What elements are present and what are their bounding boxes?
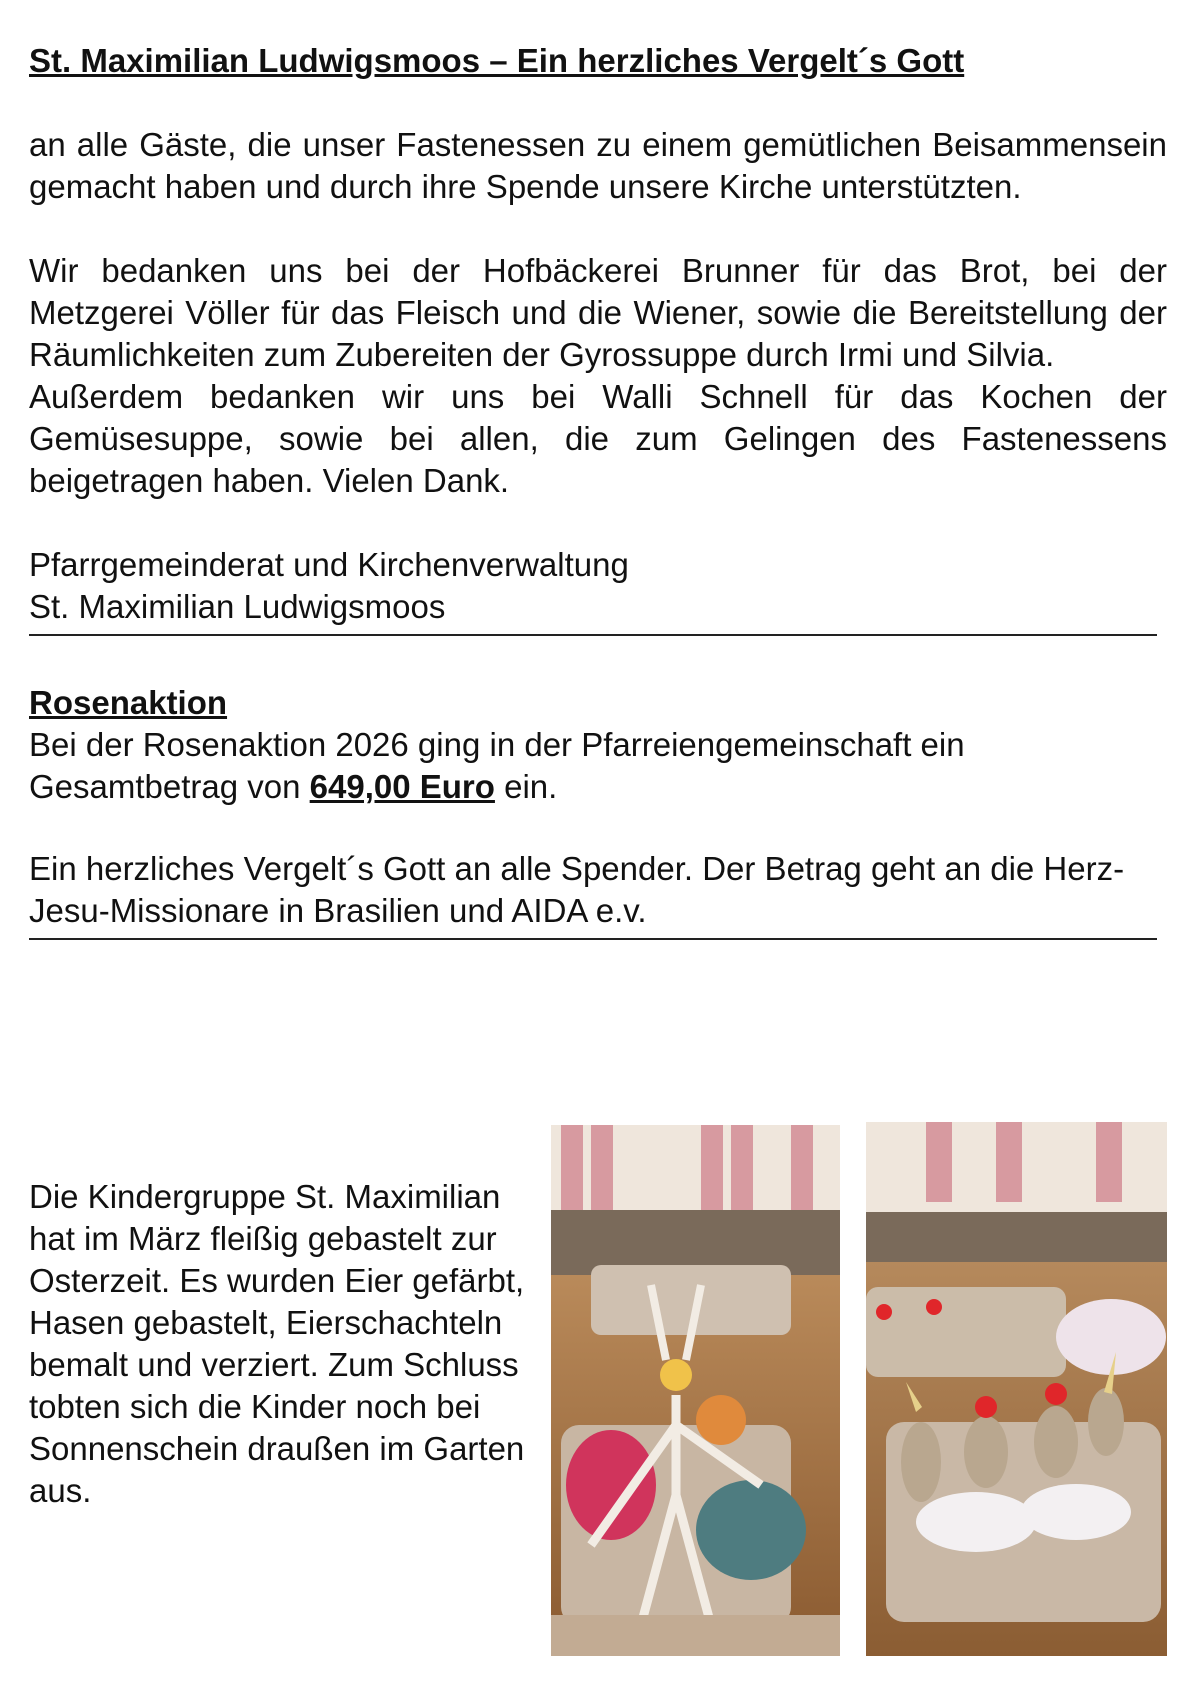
rosen-amount: 649,00 Euro bbox=[309, 768, 495, 805]
kindergruppe-text: Die Kindergruppe St. Maximilian hat im März fleißig gebastelt zur Osterzeit. Es wurden Eier gefärbt, Hasen gebastelt, Eierschachteln bemalt und verziert. Zum Schluss tobten sich die Kinder noch bei Sonnenschein draußen im Garten aus. bbox=[29, 1178, 525, 1509]
section1-title: St. Maximilian Ludwigsmoos – Ein herzliches Vergelt´s Gott bbox=[29, 42, 965, 79]
section2-para1 bbox=[29, 724, 1167, 808]
rosen-text-before: Bei der Rosenaktion 2026 ging in der Pfarreiengemeinschaft ein Gesamtbetrag von bbox=[29, 726, 965, 805]
document-page bbox=[29, 40, 1167, 940]
easter-bunny-photo bbox=[551, 1125, 840, 1656]
section2-title: Rosenaktion bbox=[29, 684, 228, 721]
egg-carton-chickens-photo bbox=[866, 1122, 1167, 1656]
signature-line2: St. Maximilian Ludwigsmoos bbox=[29, 588, 446, 625]
section1-para3: Außerdem bedanken wir uns bei Walli Schnell für das Kochen der Gemüsesuppe, sowie bei allen, die zum Gelingen des Fastenessens beigetragen haben. Vielen Dank. bbox=[29, 378, 1167, 499]
section2-para2: Ein herzliches Vergelt´s Gott an alle Spender. Der Betrag geht an die Herz-Jesu-Missionare in Brasilien und AIDA e.v. bbox=[29, 850, 1125, 929]
signature-line1: Pfarrgemeinderat und Kirchenverwaltung bbox=[29, 546, 629, 583]
section1-para2: Wir bedanken uns bei der Hofbäckerei Brunner für das Brot, bei der Metzgerei Völler für das Fleisch und die Wiener, sowie die Bereitstellung der Räumlichkeiten zum Zubereiten der Gyrossuppe durch Irmi und Silvia. bbox=[29, 252, 1167, 373]
divider-2 bbox=[29, 938, 1157, 940]
rosen-text-after: ein. bbox=[494, 768, 558, 805]
section1-para1: an alle Gäste, die unser Fastenessen zu einem gemütlichen Beisammensein gemacht haben und durch ihre Spende unsere Kirche unterstützten. bbox=[29, 126, 1167, 205]
